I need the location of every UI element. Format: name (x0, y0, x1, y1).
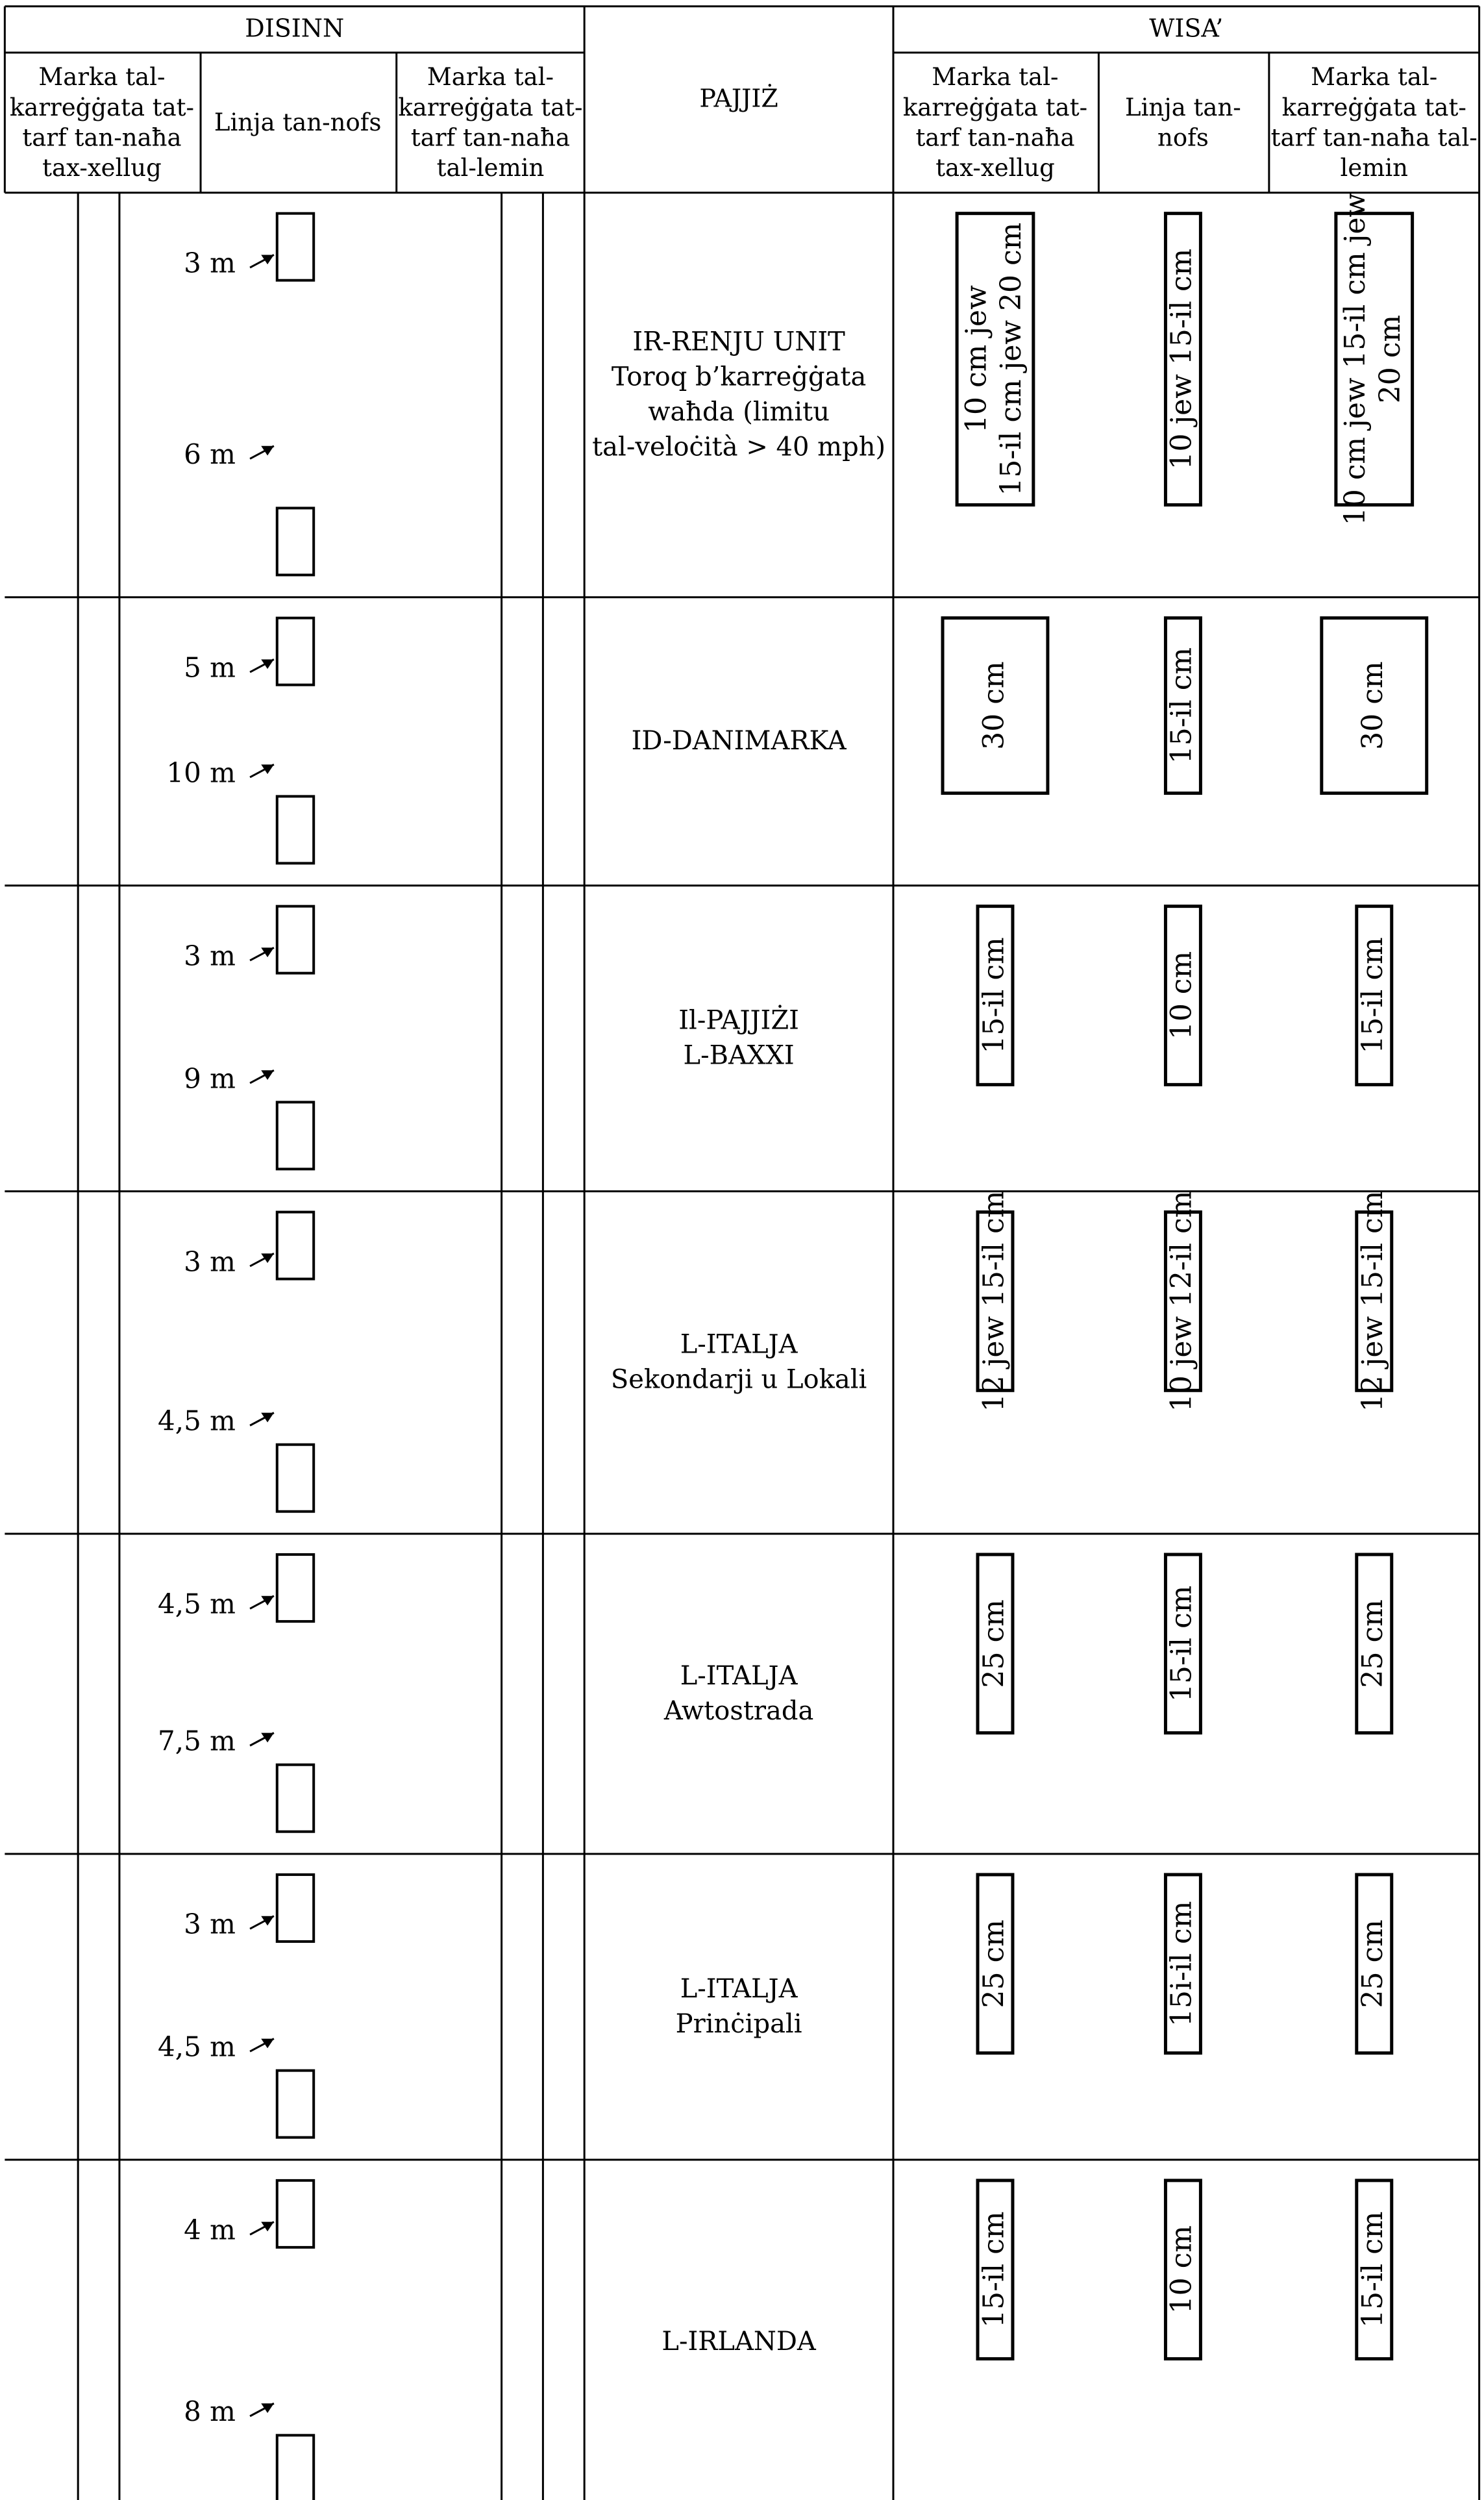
width-subheader-1 (903, 63, 1087, 182)
table-content (10, 14, 1478, 2500)
width-subheader-3-line: tarf tan-naħa tal- (1270, 123, 1478, 152)
width-value (977, 1599, 1010, 1688)
dash-marking (277, 508, 314, 575)
country-name-line: Toroq b’karreġġata (611, 362, 867, 392)
width-value-line: 10 jew 15-il cm (1165, 248, 1198, 470)
country-name-line: L-BAXXI (683, 1040, 795, 1071)
width-subheader-2-line: Linja tan- (1125, 93, 1241, 121)
width-subheader-1-line: Marka tal- (932, 63, 1059, 92)
width-value-line: 25 cm (977, 1599, 1011, 1688)
width-subheader-1-line: tax-xellug (935, 154, 1055, 182)
width-value-line: 15-il cm (1356, 937, 1390, 1054)
width-value (1356, 937, 1389, 1053)
width-value-line: 10 cm (1165, 2225, 1198, 2314)
dash-marking (277, 2435, 314, 2500)
design-header-label: DISINN (245, 14, 345, 43)
gap-length-label: 4,5 m (158, 2031, 236, 2063)
gap-length-label: 7,5 m (158, 1725, 236, 1757)
width-value-line: 12 jew 15-il cm (1356, 1190, 1390, 1412)
country-name (592, 327, 885, 462)
dash-marking (277, 1875, 314, 1942)
country-name (678, 1005, 799, 1071)
dash-length-label: 5 m (184, 651, 236, 684)
country-name-line: Prinċipali (675, 2008, 802, 2039)
dash-marking (277, 796, 314, 863)
width-value (977, 2212, 1010, 2328)
width-value-line: 15-il cm (1356, 2211, 1390, 2328)
country-name (662, 2327, 817, 2356)
country-name (611, 1330, 867, 1395)
country-name-line: L-ITALJA (680, 1660, 798, 1691)
width-value-line: 20 cm (1374, 314, 1407, 404)
design-subheader-1-line: tax-xellug (42, 154, 162, 182)
width-subheader-3-line: lemin (1340, 154, 1408, 182)
country-name-line: L-IRLANDA (662, 2327, 816, 2357)
dash-marking (277, 2181, 314, 2247)
country-name-line: ID-DANIMARKA (631, 726, 847, 756)
country-name-line: waħda (limitu (648, 397, 830, 427)
width-value (977, 937, 1010, 1053)
width-subheader-3-line: Marka tal- (1311, 63, 1438, 92)
dash-length-label: 3 m (184, 1245, 236, 1278)
width-value (1165, 1901, 1198, 2027)
width-value-line: 15-il cm jew 20 cm (995, 222, 1028, 496)
width-value (1165, 951, 1198, 1040)
width-value-line: 15i-il cm (1165, 1901, 1198, 2027)
gap-length-label: 9 m (184, 1062, 236, 1095)
width-value-line: 15-il cm (1165, 647, 1198, 764)
width-header-label: WISA’ (1149, 14, 1224, 43)
width-value-line: 10 jew 12-il cm (1165, 1190, 1198, 1412)
width-value (1339, 193, 1407, 526)
width-value (1165, 647, 1198, 764)
dash-length-label: 4 m (184, 2214, 236, 2246)
width-value (1165, 2225, 1198, 2314)
dash-length-label: 4,5 m (158, 1588, 236, 1620)
design-subheader-3-line: tal-lemin (436, 154, 545, 182)
width-subheader-1-line: tarf tan-naħa (915, 123, 1075, 152)
dash-length-label: 3 m (184, 247, 236, 279)
dash-marking (277, 2071, 314, 2138)
width-value (977, 661, 1010, 749)
width-value-line: 15-il cm (977, 2211, 1011, 2328)
country-header-label: PAJJIŻ (699, 84, 778, 113)
gap-length-label: 4,5 m (158, 1405, 236, 1437)
width-subheader-3-line: karreġġata tat- (1281, 93, 1466, 121)
width-subheader-1-line: karreġġata tat- (902, 93, 1088, 121)
width-value (1356, 1599, 1389, 1688)
gap-length-label: 8 m (184, 2395, 236, 2428)
width-value (1356, 1191, 1389, 1412)
width-value (1165, 1586, 1198, 1702)
country-name-line: tal-veloċità > 40 mph) (592, 432, 886, 462)
width-value (1356, 2212, 1389, 2328)
width-value (977, 1191, 1010, 1412)
dash-marking (277, 618, 314, 685)
width-value (1165, 1191, 1198, 1412)
design-subheader-3-line: tarf tan-naħa (410, 123, 571, 152)
dash-marking (277, 1555, 314, 1621)
width-value-line: 10 cm jew 15-il cm jew (1339, 192, 1372, 526)
width-value (1356, 661, 1389, 749)
width-value-line: 10 cm jew (959, 285, 993, 433)
width-value-line: 12 jew 15-il cm (977, 1190, 1011, 1412)
dash-marking (277, 214, 314, 281)
design-subheader-2-line: Linja tan-nofs (214, 108, 382, 137)
country-name-line: Il-PAJJIŻI (678, 1005, 799, 1036)
design-subheader-1 (10, 63, 194, 182)
design-subheader-1-line: Marka tal- (38, 63, 166, 92)
dash-marking (277, 1102, 314, 1169)
design-subheader-2 (214, 108, 382, 136)
width-value-line: 15-il cm (1165, 1585, 1198, 1702)
dash-length-label: 3 m (184, 1908, 236, 1940)
width-subheader-2 (1125, 94, 1241, 152)
country-name-line: L-ITALJA (680, 1973, 798, 2004)
dash-marking (277, 1765, 314, 1832)
country-name-line: Awtostrada (663, 1695, 814, 1726)
design-subheader-1-line: tarf tan-naħa (22, 123, 182, 152)
country-name-line: L-ITALJA (680, 1329, 798, 1360)
design-subheader-1-line: karreġġata tat- (9, 93, 195, 121)
width-value-line: 30 cm (1356, 661, 1390, 750)
dash-marking (277, 1445, 314, 1512)
width-value-line: 25 cm (1356, 1599, 1390, 1688)
width-value-line: 25 cm (977, 1919, 1011, 2008)
design-subheader-3-line: Marka tal- (427, 63, 554, 92)
dash-marking (277, 906, 314, 973)
design-subheader-3 (398, 63, 582, 182)
country-name-line: IR-RENJU UNIT (632, 327, 845, 357)
width-value (977, 1919, 1010, 2008)
country-name (676, 1974, 802, 2039)
country-name (632, 726, 847, 756)
width-subheader-2-line: nofs (1157, 123, 1209, 152)
country-name (663, 1661, 814, 1726)
country-name-line: Sekondarji u Lokali (610, 1364, 867, 1395)
dash-length-label: 3 m (184, 940, 236, 972)
width-value (1165, 249, 1198, 470)
design-subheader-3-line: karreġġata tat- (398, 93, 583, 121)
width-value (959, 223, 1028, 496)
width-value (1356, 1919, 1389, 2008)
dash-marking (277, 1212, 314, 1279)
width-value-line: 30 cm (977, 661, 1011, 750)
gap-length-label: 6 m (184, 438, 236, 470)
width-value-line: 25 cm (1356, 1919, 1390, 2008)
gap-length-label: 10 m (166, 756, 236, 789)
width-value-line: 10 cm (1165, 951, 1198, 1040)
width-value-line: 15-il cm (977, 937, 1011, 1054)
width-subheader-3 (1271, 63, 1478, 182)
